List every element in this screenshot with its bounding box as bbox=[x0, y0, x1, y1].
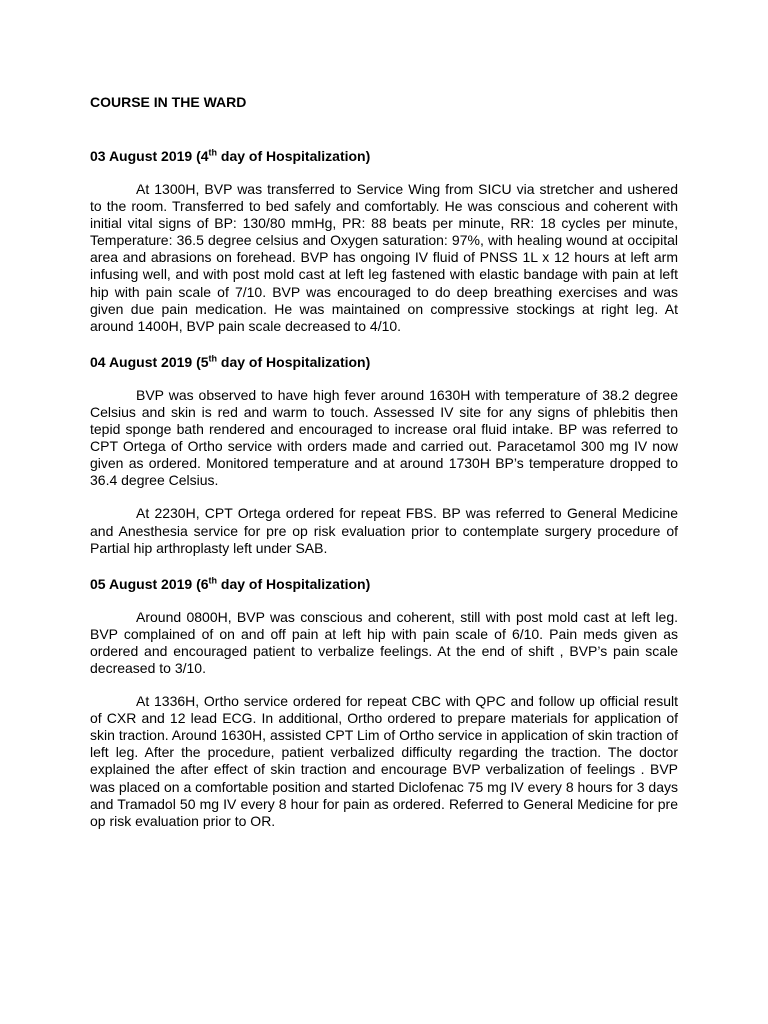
ordinal-suffix: th bbox=[208, 147, 218, 158]
ordinal-suffix: th bbox=[208, 353, 218, 364]
paragraph: At 2230H, CPT Ortega ordered for repeat FBS. BP was referred to General Medicine and Anesthesia service for pre op risk evaluation prior to contemplate surgery procedure of Partial hip arthroplasty left under SAB. bbox=[90, 505, 678, 556]
section-date-suffix: day of Hospitalization) bbox=[217, 353, 371, 370]
paragraph: Around 0800H, BVP was conscious and coherent, still with post mold cast at left leg. BVP complained of on and off pain at left hip with pain scale of 6/10. Pain meds given as ordered and encouraged patient to verbalize feelings. At the end of shift , BVP’s pain scale decreased to 3/10. bbox=[90, 608, 678, 676]
section-date-suffix: day of Hospitalization) bbox=[217, 148, 371, 164]
section-heading-aug-05 bbox=[90, 575, 678, 593]
section-date-suffix: day of Hospitalization) bbox=[217, 575, 371, 592]
paragraph: BVP was observed to have high fever around 1630H with temperature of 38.2 degree Celsius and skin is red and warm to touch. Assessed IV site for any signs of phlebitis then tepid sponge bath rendered and encouraged to increase oral fluid intake. BP was referred to CPT Ortega of Ortho service with orders made and carried out. Paracetamol 300 mg IV now given as ordered. Monitored temperature and at around 1730H BP’s temperature dropped to 36.4 degree Celsius. bbox=[90, 386, 678, 489]
section-date: 05 August 2019 (6 bbox=[90, 575, 209, 592]
section-heading-aug-04 bbox=[90, 353, 678, 371]
section-date: 04 August 2019 (5 bbox=[90, 353, 209, 370]
section-heading-aug-03 bbox=[90, 147, 678, 165]
paragraph: At 1300H, BVP was transferred to Service Wing from SICU via stretcher and ushered to the room. Transferred to bed safely and comfortably. He was conscious and coherent with initial vital signs of BP: 130/80 mmHg, PR: 88 beats per minute, RR: 18 cycles per minute, Temperature: 36.5 degree celsius and Oxygen saturation: 97%, with healing wound at occipital area and abrasions on forehead. BVP has ongoing IV fluid of PNSS 1L x 12 hours at left arm infusing well, and with post mold cast at left leg fastened with elastic bandage with pain at left hip with pain scale of 7/10. BVP was encouraged to do deep breathing exercises and was given due pain medication. He was maintained on compressive stockings at right leg. At around 1400H, BVP pain scale decreased to 4/10. bbox=[90, 181, 678, 334]
paragraph: At 1336H, Ortho service ordered for repeat CBC with QPC and follow up official result of CXR and 12 lead ECG. In additional, Ortho ordered to prepare materials for application of skin traction. Around 1630H, assisted CPT Lim of Ortho service in application of skin traction of left leg. After the procedure, patient verbalized difficulty regarding the traction. The doctor explained the after effect of skin traction and encourage BVP verbalization of feelings . BVP was placed on a comfortable position and started Diclofenac 75 mg IV every 8 hours for 3 days and Tramadol 50 mg IV every 8 hour for pain as ordered. Referred to General Medicine for pre op risk evaluation prior to OR. bbox=[90, 693, 678, 829]
document-page bbox=[90, 93, 678, 846]
section-date: 03 August 2019 (4 bbox=[90, 148, 209, 164]
ordinal-suffix: th bbox=[208, 575, 218, 586]
page-title: COURSE IN THE WARD bbox=[90, 94, 247, 110]
